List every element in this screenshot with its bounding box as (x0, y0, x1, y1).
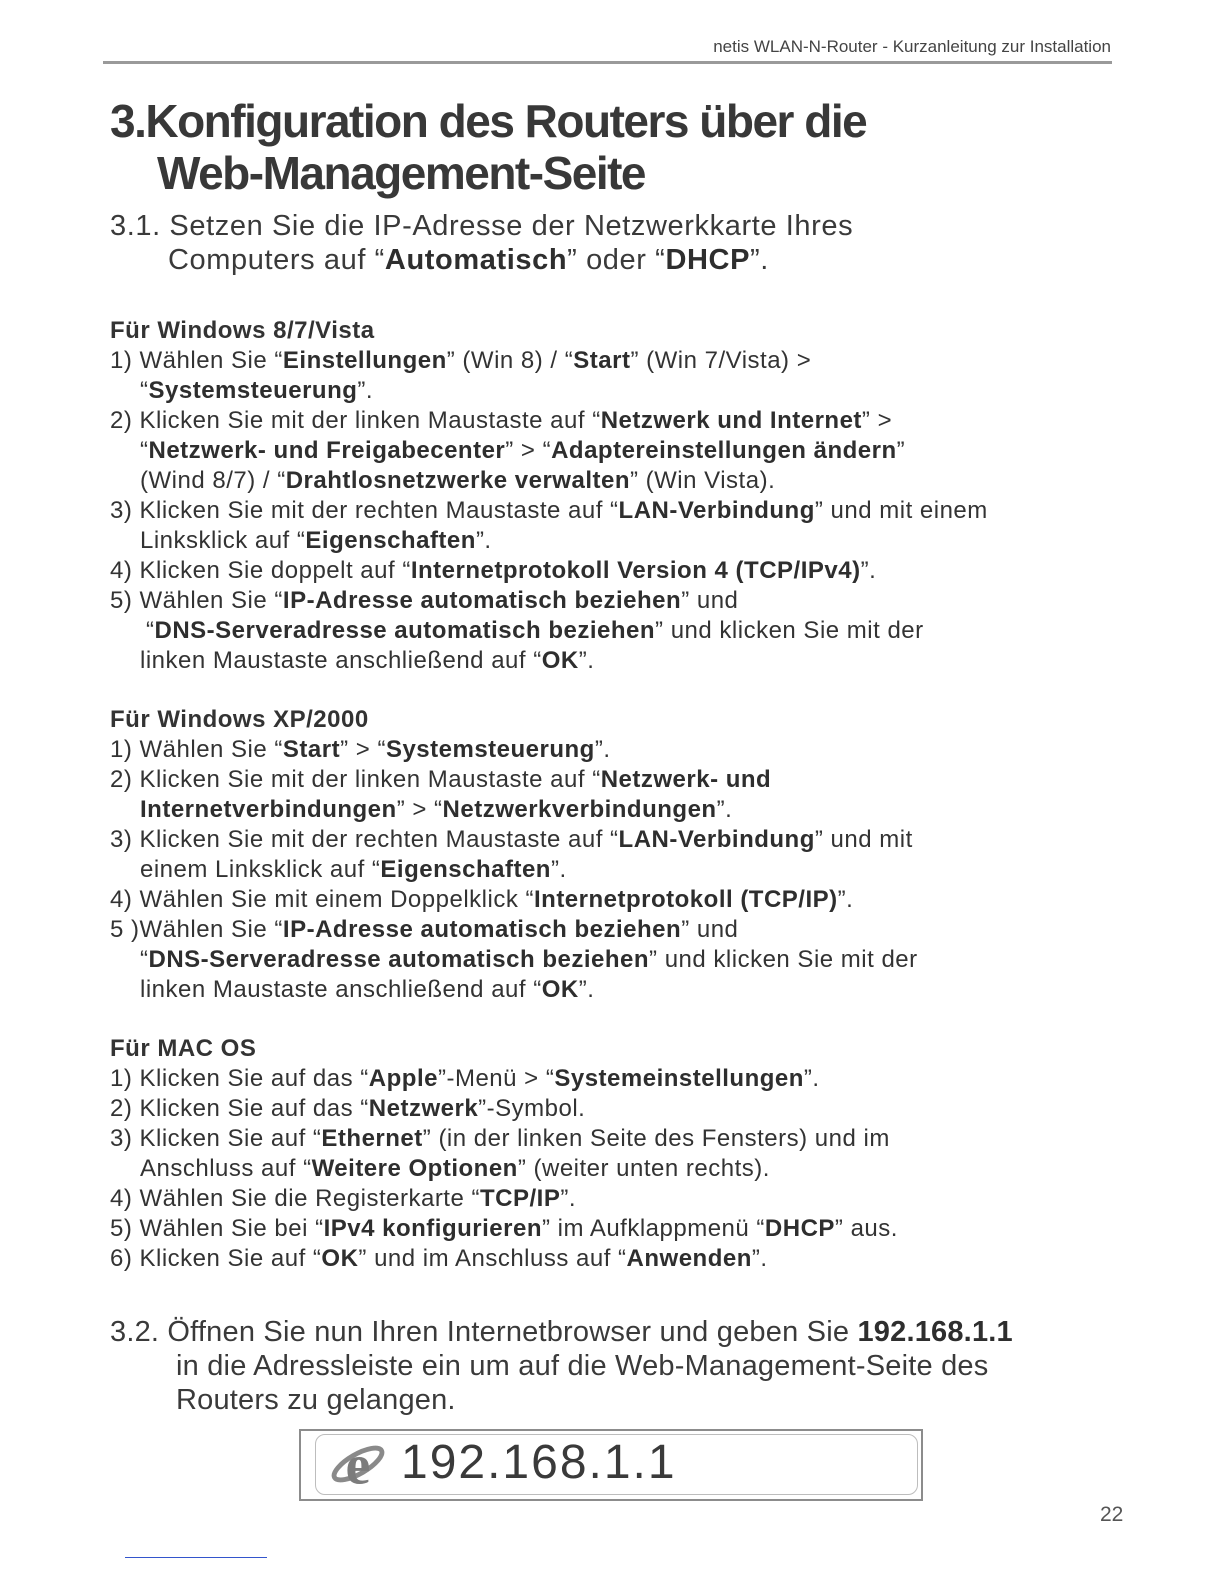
win8-step1: 1) Wählen Sie “Einstellungen” (Win 8) / “Start” (Win 7/Vista) > (110, 347, 812, 374)
win8-step2: 2) Klicken Sie mit der linken Maustaste auf “Netzwerk und Internet” > (110, 407, 893, 434)
mac-step3-cont: Anschluss auf “Weitere Optionen” (weiter unten rechts). (140, 1155, 770, 1182)
winxp-step1: 1) Wählen Sie “Start” > “Systemsteuerung”. (110, 736, 611, 763)
internet-explorer-icon (329, 1435, 387, 1493)
step-3-1-line2: Computers auf “Automatisch” oder “DHCP”. (168, 244, 769, 276)
winxp-step2-cont: Internetverbindungen” > “Netzwerkverbindungen”. (140, 796, 733, 823)
section-heading-mac: Für MAC OS (110, 1035, 257, 1062)
winxp-step2: 2) Klicken Sie mit der linken Maustaste auf “Netzwerk- und (110, 766, 772, 793)
winxp-step3-cont: einem Linksklick auf “Eigenschaften”. (140, 856, 567, 883)
winxp-step5-cont2: linken Maustaste anschließend auf “OK”. (140, 976, 595, 1003)
winxp-step4: 4) Wählen Sie mit einem Doppelklick “Internetprotokoll (TCP/IP)”. (110, 886, 854, 913)
chapter-title-line2: Web-Management-Seite (157, 147, 646, 199)
page-number: 22 (1100, 1503, 1124, 1526)
winxp-step5: 5 )Wählen Sie “IP-Adresse automatisch beziehen” und (110, 916, 739, 943)
mac-step4: 4) Wählen Sie die Registerkarte “TCP/IP”. (110, 1185, 576, 1212)
step-3-1-line1: 3.1. Setzen Sie die IP-Adresse der Netzwerkkarte Ihres (110, 210, 854, 242)
browser-address-bar (299, 1429, 923, 1501)
footer-rule (125, 1557, 267, 1558)
win8-step5-cont2: linken Maustaste anschließend auf “OK”. (140, 647, 595, 674)
section-heading-win8: Für Windows 8/7/Vista (110, 317, 375, 344)
address-value: 192.168.1.1 (401, 1436, 677, 1489)
mac-step3: 3) Klicken Sie auf “Ethernet” (in der linken Seite des Fensters) und im (110, 1125, 890, 1152)
win8-step5-cont: “DNS-Serveradresse automatisch beziehen” und klicken Sie mit der (146, 617, 924, 644)
header-rule (103, 61, 1112, 64)
winxp-step3: 3) Klicken Sie mit der rechten Maustaste auf “LAN-Verbindung” und mit (110, 826, 913, 853)
mac-step2: 2) Klicken Sie auf das “Netzwerk”-Symbol. (110, 1095, 586, 1122)
chapter-title-line1: 3.Konfiguration des Routers über die (110, 95, 867, 147)
section-heading-winxp: Für Windows XP/2000 (110, 706, 369, 733)
mac-step5: 5) Wählen Sie bei “IPv4 konfigurieren” im Aufklappmenü “DHCP” aus. (110, 1215, 898, 1242)
win8-step1-cont: “Systemsteuerung”. (140, 377, 374, 404)
step-3-2-line1: 3.2. Öffnen Sie nun Ihren Internetbrowser und geben Sie 192.168.1.1 (110, 1316, 1013, 1348)
mac-step6: 6) Klicken Sie auf “OK” und im Anschluss auf “Anwenden”. (110, 1245, 768, 1272)
win8-step2-cont2: (Wind 8/7) / “Drahtlosnetzwerke verwalten” (Win Vista). (140, 467, 776, 494)
step-3-2-line3: Routers zu gelangen. (176, 1384, 456, 1416)
win8-step5: 5) Wählen Sie “IP-Adresse automatisch beziehen” und (110, 587, 739, 614)
svg-text:e: e (345, 1435, 371, 1493)
win8-step3: 3) Klicken Sie mit der rechten Maustaste auf “LAN-Verbindung” und mit einem (110, 497, 988, 524)
running-header: netis WLAN-N-Router - Kurzanleitung zur Installation (713, 37, 1111, 56)
winxp-step5-cont: “DNS-Serveradresse automatisch beziehen” und klicken Sie mit der (140, 946, 918, 973)
win8-step4: 4) Klicken Sie doppelt auf “Internetprotokoll Version 4 (TCP/IPv4)”. (110, 557, 877, 584)
mac-step1: 1) Klicken Sie auf das “Apple”-Menü > “Systemeinstellungen”. (110, 1065, 820, 1092)
step-3-2-line2: in die Adressleiste ein um auf die Web-Management-Seite des (176, 1350, 989, 1382)
win8-step3-cont: Linksklick auf “Eigenschaften”. (140, 527, 492, 554)
win8-step2-cont: “Netzwerk- und Freigabecenter” > “Adaptereinstellungen ändern” (140, 437, 906, 464)
